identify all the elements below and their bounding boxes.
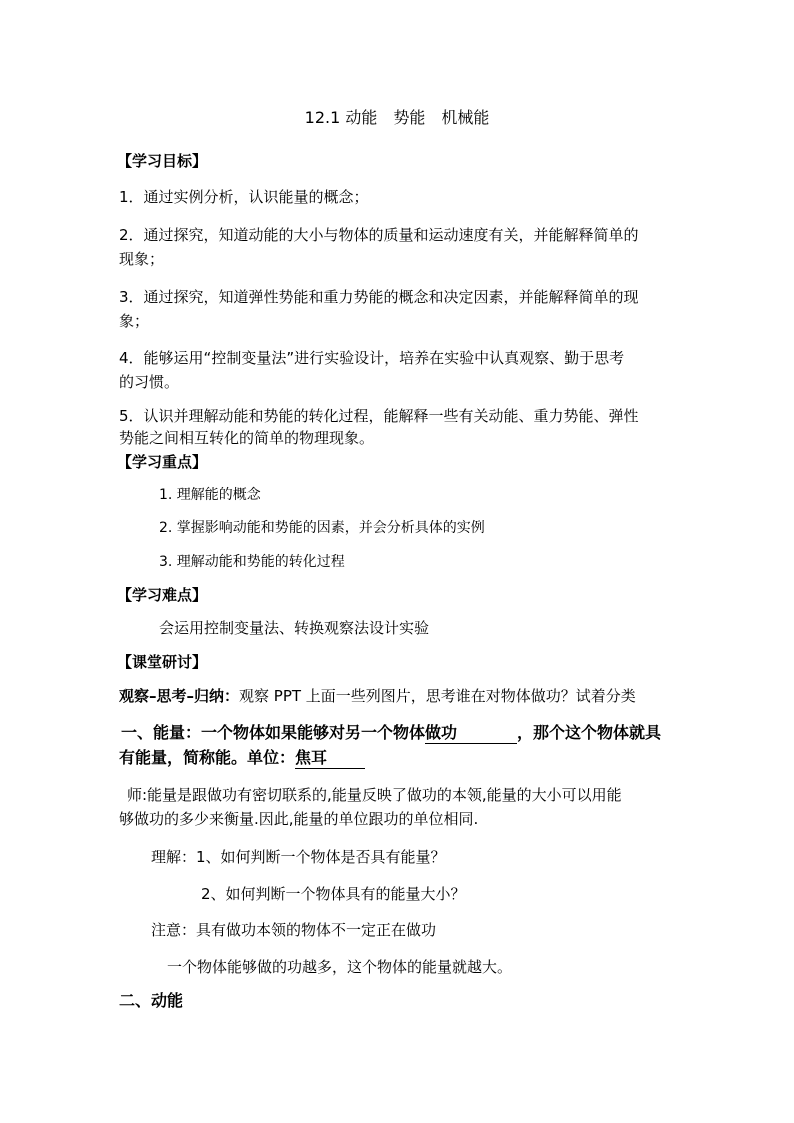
key-point-item: 1. 理解能的概念 bbox=[159, 487, 261, 503]
observe-text: 观察 PPT 上面一些列图片，思考谁在对物体做功？试着分类 bbox=[239, 687, 636, 705]
understand-question-2: 2、如何判断一个物体具有的能量大小？ bbox=[201, 885, 466, 903]
objective-line: 的习惯。 bbox=[119, 373, 180, 391]
difficulties-heading: 【学习难点】 bbox=[117, 586, 208, 604]
key-point-item: 3. 理解动能和势能的转化过程 bbox=[159, 554, 345, 570]
objectives-heading: 【学习目标】 bbox=[117, 152, 208, 170]
objective-line: 2．通过探究，知道动能的大小与物体的质量和运动速度有关，并能解释简单的 bbox=[119, 226, 639, 244]
objective-line: 现象； bbox=[119, 250, 165, 268]
section-2-heading: 二、动能 bbox=[119, 991, 184, 1010]
objective-line: 象； bbox=[119, 312, 150, 330]
objective-line: 势能之间相互转化的简单的物理现象。 bbox=[119, 429, 375, 447]
difficulties-text: 会运用控制变量法、转换观察法设计实验 bbox=[159, 619, 430, 637]
energy-unit-prefix: 有能量，简称能。单位： bbox=[119, 748, 296, 767]
conclusion-line: 一个物体能够做的功越多，这个物体的能量就越大。 bbox=[167, 958, 513, 976]
objective-line: 4．能够运用“控制变量法”进行实验设计，培养在实验中认真观察、勤于思考 bbox=[119, 349, 625, 367]
teacher-note-line: 师:能量是跟做功有密切联系的,能量反映了做功的本领,能量的大小可以用能 bbox=[127, 786, 622, 804]
energy-definition-line-2 bbox=[119, 747, 365, 769]
observe-label: 观察–思考–归纳： bbox=[119, 687, 240, 705]
objective-line: 5．认识并理解动能和势能的转化过程，能解释一些有关动能、重力势能、弹性 bbox=[119, 407, 639, 425]
objective-line: 3．通过探究，知道弹性势能和重力势能的概念和决定因素，并能解释简单的现 bbox=[119, 288, 639, 306]
classroom-heading: 【课堂研讨】 bbox=[117, 653, 208, 671]
key-points-heading: 【学习重点】 bbox=[117, 453, 208, 471]
energy-definition-prefix: 一、能量：一个物体如果能够对另一个物体 bbox=[121, 723, 426, 742]
page-title: 12.1 动能 势能 机械能 bbox=[304, 108, 490, 127]
answer-blank-work: 做功 bbox=[425, 723, 517, 744]
objective-line: 1．通过实例分析，认识能量的概念； bbox=[119, 188, 369, 206]
teacher-note-line: 够做功的多少来衡量.因此,能量的单位跟功的单位相同. bbox=[119, 810, 479, 828]
key-point-item: 2. 掌握影响动能和势能的因素，并会分析具体的实例 bbox=[159, 520, 485, 536]
observe-line bbox=[119, 685, 636, 707]
understand-question-1: 理解：1、如何判断一个物体是否具有能量？ bbox=[151, 848, 446, 866]
note-line: 注意：具有做功本领的物体不一定正在做功 bbox=[151, 921, 437, 939]
energy-definition-suffix: ，那个这个物体就具 bbox=[517, 723, 662, 742]
energy-definition-line-1 bbox=[121, 722, 661, 744]
answer-blank-unit: 焦耳 bbox=[295, 748, 365, 769]
